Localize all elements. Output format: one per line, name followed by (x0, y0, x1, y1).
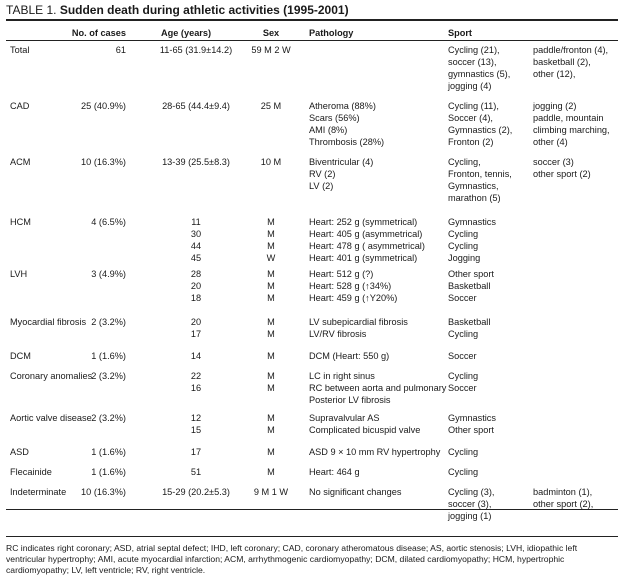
cell-sex: M (267, 229, 275, 239)
cell-sport1: jogging (1) (448, 511, 492, 521)
cell-sport1: Gymnastics (448, 217, 496, 227)
cell-pathology: ASD 9 × 10 mm RV hypertrophy (309, 447, 441, 457)
cell-sport1: marathon (5) (448, 193, 501, 203)
cell-pathology: RC between aorta and pulmonary (309, 383, 447, 393)
cell-pathology: Heart: 459 g (↑Y20%) (309, 293, 398, 303)
cell-group: Coronary anomalies (10, 371, 93, 381)
cell-sport1: Basketball (448, 281, 491, 291)
cell-age: 17 (190, 329, 202, 339)
cell-sport2: other (4) (533, 137, 568, 147)
cell-cases: 1 (1.6%) (91, 351, 126, 361)
cell-sport1: Jogging (448, 253, 481, 263)
cell-sport1: Cycling (11), (448, 101, 499, 111)
cell-sport2: badminton (1), (533, 487, 593, 497)
cell-age: 12 (190, 413, 202, 423)
cell-sex: M (267, 217, 275, 227)
cell-sex: M (267, 425, 275, 435)
cell-group: LVH (10, 269, 28, 279)
bottom-rule (6, 509, 618, 510)
cell-sport1: Gymnastics, (448, 181, 499, 191)
table-caption: Sudden death during athletic activities (1995-2001) (59, 3, 349, 17)
cell-pathology: Atheroma (88%) (309, 101, 376, 111)
cell-sport1: Cycling, (448, 157, 481, 167)
cell-cases: 1 (1.6%) (91, 467, 126, 477)
cell-sex: M (267, 383, 275, 393)
cell-age: 17 (190, 447, 202, 457)
cell-age: 44 (190, 241, 202, 251)
cell-cases: 2 (3.2%) (91, 371, 126, 381)
cell-age: 28-65 (44.4±9.4) (162, 101, 230, 111)
cell-pathology: Scars (56%) (309, 113, 360, 123)
cell-cases: 25 (40.9%) (81, 101, 126, 111)
header-sport: Sport (448, 28, 472, 38)
cell-age: 15 (190, 425, 202, 435)
cell-sport1: soccer (3), (448, 499, 492, 509)
cell-pathology: No significant changes (309, 487, 402, 497)
cell-sport2: paddle, mountain (533, 113, 604, 123)
cell-age: 15-29 (20.2±5.3) (162, 487, 230, 497)
cell-sex: M (267, 467, 275, 477)
cell-sport1: Cycling (448, 447, 479, 457)
cell-cases: 4 (6.5%) (91, 217, 126, 227)
footnote: RC indicates right coronary; ASD, atrial septal defect; IHD, left coronary; CAD, coronary atheromatous disease; AS, aortic stenosis; LVH, idiopathic left ventricular hypertrophy; AMI, acute myocardial infarction; ACM, arrhythmogenic cardiomyopathy; DCM, dilated cardiomyopathy; HCM, hypertrophic cardiomyopathy; LV, left ventricle; RV, right ventricle. (6, 543, 578, 575)
cell-sex: 25 M (260, 101, 282, 111)
cell-pathology: LC in right sinus (309, 371, 375, 381)
cell-sport1: Soccer (448, 293, 477, 303)
cell-sex: 10 M (260, 157, 282, 167)
cell-pathology: Thrombosis (28%) (309, 137, 385, 147)
header-age: Age (years) (161, 28, 212, 38)
cell-group: Indeterminate (10, 487, 67, 497)
cell-pathology: RV (2) (309, 169, 336, 179)
cell-pathology: LV (2) (309, 181, 334, 191)
cell-age: 13-39 (25.5±8.3) (162, 157, 230, 167)
cell-cases: 2 (3.2%) (91, 413, 126, 423)
cell-sex: M (267, 317, 275, 327)
cell-pathology: Posterior LV fibrosis (309, 395, 391, 405)
cell-pathology: Heart: 512 g (?) (309, 269, 374, 279)
cell-pathology: Complicated bicuspid valve (309, 425, 421, 435)
cell-sport1: Other sport (448, 425, 494, 435)
cell-age: 11-65 (31.9±14.2) (159, 45, 233, 55)
cell-sex: M (267, 351, 275, 361)
footnote-rule (6, 536, 618, 537)
cell-age: 20 (190, 317, 202, 327)
table-number: TABLE 1. (6, 3, 57, 17)
header-pathology: Pathology (309, 28, 354, 38)
cell-pathology: Heart: 464 g (309, 467, 360, 477)
cell-group: Myocardial fibrosis (10, 317, 87, 327)
cell-pathology: LV/RV fibrosis (309, 329, 367, 339)
cell-sport1: Soccer (4), (448, 113, 493, 123)
cell-pathology: Supravalvular AS (309, 413, 380, 423)
cell-cases: 10 (16.3%) (81, 487, 126, 497)
cell-sport1: Cycling (448, 467, 479, 477)
cell-group: DCM (10, 351, 31, 361)
cell-sport1: Gymnastics (2), (448, 125, 513, 135)
cell-pathology: Heart: 252 g (symmetrical) (309, 217, 418, 227)
cell-sport1: gymnastics (5), (448, 69, 511, 79)
cell-sport1: Cycling (448, 371, 479, 381)
cell-sport1: Soccer (448, 351, 477, 361)
cell-sport1: Gymnastics (448, 413, 496, 423)
header-sex: Sex (262, 28, 280, 38)
header-rule (6, 40, 618, 41)
cell-sport2: basketball (2), (533, 57, 591, 67)
cell-sport2: other (12), (533, 69, 576, 79)
cell-sex: M (267, 329, 275, 339)
cell-sport2: jogging (2) (533, 101, 577, 111)
cell-pathology: Biventricular (4) (309, 157, 374, 167)
cell-cases: 10 (16.3%) (81, 157, 126, 167)
cell-sport1: Cycling (21), (448, 45, 500, 55)
cell-pathology: DCM (Heart: 550 g) (309, 351, 390, 361)
cell-sex: M (267, 371, 275, 381)
cell-sport2: soccer (3) (533, 157, 574, 167)
cell-sport1: Cycling (448, 241, 479, 251)
cell-pathology: Heart: 478 g ( asymmetrical) (309, 241, 425, 251)
cell-group: HCM (10, 217, 31, 227)
cell-sport1: Cycling (448, 229, 479, 239)
cell-age: 20 (190, 281, 202, 291)
cell-sex: M (267, 269, 275, 279)
cell-age: 11 (191, 217, 201, 227)
cell-cases: 2 (3.2%) (91, 317, 126, 327)
cell-sport2: climbing marching, (533, 125, 610, 135)
cell-sport1: Cycling (448, 329, 479, 339)
cell-group: Total (10, 45, 30, 55)
cell-pathology: Heart: 405 g (asymmetrical) (309, 229, 423, 239)
cell-age: 16 (190, 383, 202, 393)
cell-group: Aortic valve disease (10, 413, 92, 423)
cell-age: 30 (190, 229, 202, 239)
cell-sport2: other sport (2) (533, 169, 591, 179)
cell-sex: M (267, 413, 275, 423)
cell-group: ACM (10, 157, 31, 167)
cell-sex: M (267, 293, 275, 303)
cell-sport1: Basketball (448, 317, 491, 327)
cell-age: 45 (190, 253, 202, 263)
cell-sport1: Other sport (448, 269, 494, 279)
cell-sex: M (267, 281, 275, 291)
cell-group: CAD (10, 101, 30, 111)
top-rule (6, 19, 618, 21)
table-title (6, 3, 349, 17)
cell-age: 22 (190, 371, 202, 381)
cell-pathology: Heart: 528 g (↑34%) (309, 281, 392, 291)
cell-cases: 3 (4.9%) (91, 269, 126, 279)
cell-sport1: jogging (4) (448, 81, 492, 91)
cell-age: 18 (190, 293, 202, 303)
cell-sex: 59 M 2 W (251, 45, 291, 55)
cell-sex: M (267, 241, 275, 251)
cell-age: 14 (190, 351, 202, 361)
header-cases: No. of cases (71, 28, 126, 38)
cell-cases: 61 (115, 45, 126, 55)
cell-pathology: LV subepicardial fibrosis (309, 317, 408, 327)
cell-sex: 9 M 1 W (253, 487, 289, 497)
cell-pathology: AMI (8%) (309, 125, 348, 135)
cell-group: ASD (10, 447, 29, 457)
cell-pathology: Heart: 401 g (symmetrical) (309, 253, 418, 263)
cell-sport1: Fronton, tennis, (448, 169, 512, 179)
cell-age: 28 (190, 269, 202, 279)
cell-group: Flecainide (10, 467, 52, 477)
cell-cases: 1 (1.6%) (91, 447, 126, 457)
cell-sport1: Fronton (2) (448, 137, 494, 147)
cell-age: 51 (190, 467, 202, 477)
cell-sport1: soccer (13), (448, 57, 497, 67)
cell-sport1: Soccer (448, 383, 477, 393)
cell-sex: W (266, 253, 276, 263)
cell-sport2: other sport (2), (533, 499, 594, 509)
cell-sex: M (267, 447, 275, 457)
cell-sport2: paddle/fronton (4), (533, 45, 609, 55)
cell-sport1: Cycling (3), (448, 487, 495, 497)
